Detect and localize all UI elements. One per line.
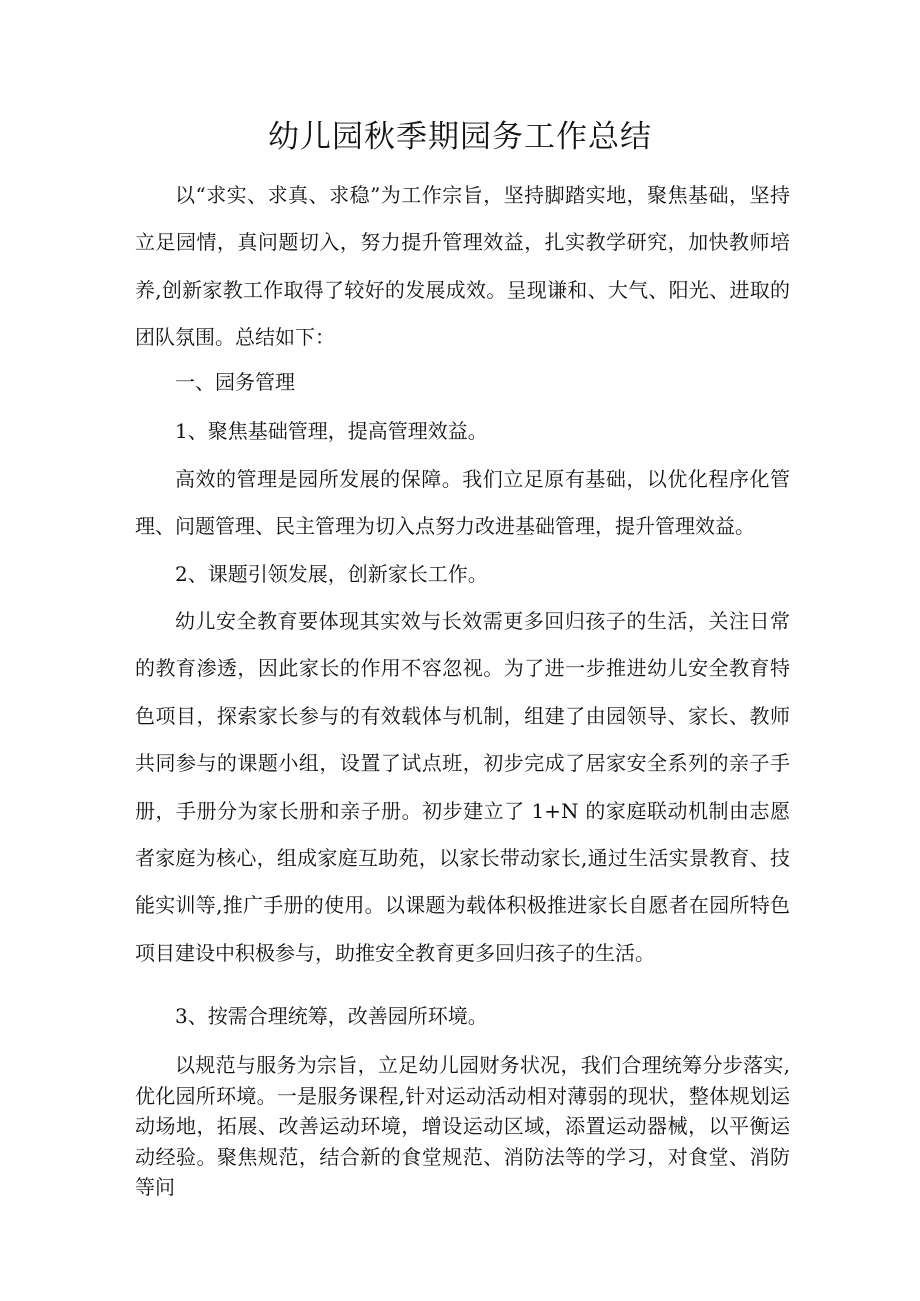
item3-body-block bbox=[135, 1050, 790, 1203]
item3-heading: 3、按需合理统筹，改善园所环境。 bbox=[175, 1004, 488, 1028]
item1-heading-block bbox=[135, 408, 790, 455]
item2-heading-block bbox=[135, 551, 790, 598]
item2-heading: 2、课题引领发展，创新家长工作。 bbox=[175, 562, 488, 586]
document-title: 幼儿园秋季期园务工作总结 bbox=[268, 119, 652, 155]
item1-body-paragraph: 高效的管理是园所发展的保障。我们立足原有基础，以优化程序化管理、问题管理、民主管理为切入点努力改进基础管理，提升管理效益。 bbox=[135, 467, 790, 539]
intro-paragraph: 以“求实、求真、求稳”为工作宗旨，坚持脚踏实地，聚焦基础，坚持立足园情，真问题切入，努力提升管理效益，扎实教学研究，加快教师培养,创新家教工作取得了较好的发展成效。呈现谦和、大气、阳光、进取的团队氛围。总结如下： bbox=[135, 183, 790, 350]
item3-body-paragraph: 以规范与服务为宗旨，立足幼儿园财务状况，我们合理统筹分步落实,优化园所环境。一是服务课程,针对运动活动相对薄弱的现状，整体规划运动场地，拓展、改善运动环境，增设运动区域，添置运动器械，以平衡运动经验。聚焦规范，结合新的食堂规范、消防法等的学习，对食堂、消防等问 bbox=[135, 1053, 790, 1199]
item1-heading: 1、聚焦基础管理，提高管理效益。 bbox=[175, 419, 488, 443]
section-heading: 一、园务管理 bbox=[175, 370, 295, 394]
item2-body-paragraph: 幼儿安全教育要体现其实效与长效需更多回归孩子的生活，关注日常的教育渗透，因此家长的作用不容忽视。为了进一步推进幼儿安全教育特色项目，探索家长参与的有效载体与机制，组建了由园领导、家长、教师共同参与的课题小组，设置了试点班，初步完成了居家安全系列的亲子手册，手册分为家长册和亲子册。初步建立了 1+N 的家庭联动机制由志愿者家庭为核心，组成家庭互助苑，以家长带动家长,通过生活实景教育、技能实训等,推广手册的使用。以课题为载体积极推进家长自愿者在园所特色项目建设中积极参与，助推安全教育更多回归孩子的生活。 bbox=[135, 609, 790, 965]
section1-heading-block bbox=[135, 359, 790, 406]
item2-body-block bbox=[135, 598, 790, 977]
intro-block bbox=[135, 172, 790, 362]
item1-body-block bbox=[135, 456, 790, 551]
item3-heading-block bbox=[135, 993, 790, 1040]
